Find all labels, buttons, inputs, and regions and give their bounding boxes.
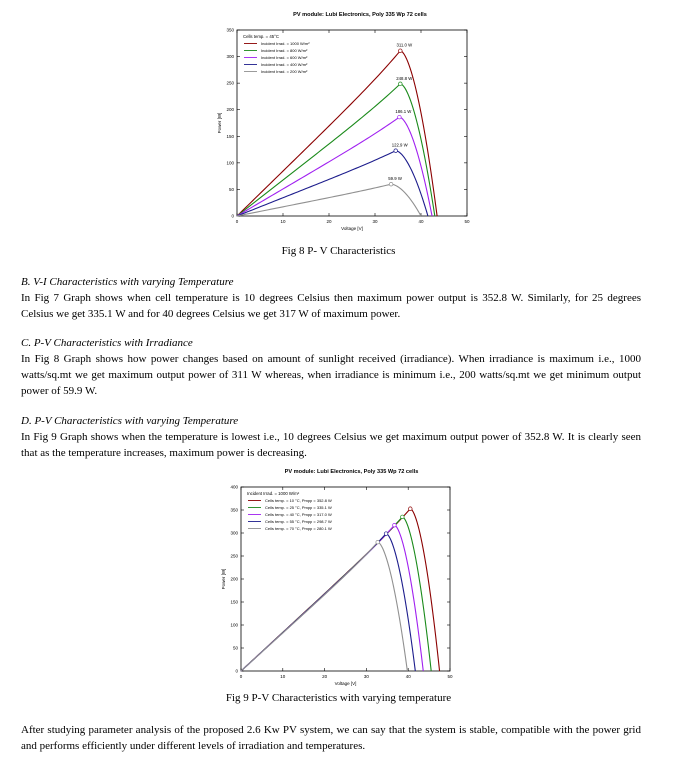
pv-irradiance-plot (215, 8, 475, 238)
x-tick-label: 20 (322, 674, 328, 679)
chart-title: PV module: Lubi Electronics, Poly 335 Wp 72 cells (284, 469, 419, 475)
legend-entry: Incident Irrad. = 800 W/m² (261, 48, 308, 53)
legend-entry: Incident Irrad. = 200 W/m² (261, 69, 308, 74)
mpp-marker (398, 115, 402, 119)
x-tick-label: 30 (372, 219, 378, 224)
pv-temperature-plot (215, 465, 460, 690)
y-tick-label: 350 (230, 507, 238, 513)
figure-9-caption: Fig 9 P-V Characteristics with varying temperature (225, 692, 452, 704)
section-c-heading: C. P-V Characteristics with Irradiance (21, 337, 193, 349)
section-d-heading: D. P-V Characteristics with varying Temperature (21, 415, 239, 427)
x-axis-label: Voltage [V] (341, 226, 363, 231)
y-tick-label: 100 (230, 622, 238, 628)
legend-header: Incident Irrad. = 1000 W/m² (247, 491, 300, 496)
mpp-marker (393, 523, 397, 527)
figure-9-chart (215, 465, 460, 690)
series-line (237, 117, 432, 216)
legend-entry: Cells temp. = 70 °C, Pmpp = 280.1 W (265, 526, 332, 531)
y-tick-label: 50 (228, 186, 234, 192)
y-tick-label: 150 (226, 133, 234, 139)
y-tick-label: 200 (230, 576, 238, 582)
y-tick-label: 250 (230, 553, 238, 559)
x-tick-label: 40 (418, 219, 424, 224)
series-line (241, 534, 415, 671)
y-tick-label: 0 (231, 213, 234, 219)
y-tick-label: 150 (230, 599, 238, 605)
mpp-marker (376, 540, 380, 544)
x-tick-label: 50 (447, 674, 453, 679)
legend-entry: Cells temp. = 25 °C, Pmpp = 335.1 W (265, 505, 332, 510)
mpp-data-label: 248.8 W (396, 75, 413, 81)
mpp-data-label: 186.1 W (395, 109, 412, 115)
mpp-marker (401, 515, 405, 519)
y-tick-label: 250 (226, 80, 234, 86)
legend-entry: Cells temp. = 55 °C, Pmpp = 298.7 W (265, 519, 332, 524)
mpp-data-label: 122.9 W (391, 142, 408, 148)
section-b-heading: B. V-I Characteristics with varying Temperature (21, 276, 234, 288)
series-line (241, 517, 431, 671)
legend-entry: Incident Irrad. = 400 W/m² (261, 62, 308, 67)
chart-title: PV module: Lubi Electronics, Poly 335 Wp 72 cells (293, 12, 427, 18)
y-tick-label: 50 (232, 645, 238, 651)
series-line (237, 151, 428, 216)
y-tick-label: 100 (226, 160, 234, 166)
series-line (241, 542, 407, 671)
y-tick-label: 300 (230, 530, 238, 536)
mpp-marker (394, 149, 398, 153)
mpp-marker (408, 507, 412, 511)
figure-8-caption: Fig 8 P- V Characteristics (281, 245, 396, 257)
mpp-marker (399, 49, 403, 53)
y-axis-label: Power [W] (221, 568, 226, 590)
y-axis-label: Power [W] (217, 112, 222, 134)
legend-header: Cells temp. = 45°C (243, 34, 279, 39)
section-d-paragraph: In Fig 9 Graph shows when the temperature is lowest i.e., 10 degrees Celsius we get maximum output power of 352.8 W. It is clearly seen that as the temperature increases, maximum power is decreasing. (21, 431, 641, 459)
y-tick-label: 200 (226, 107, 234, 113)
x-tick-label: 30 (363, 674, 369, 679)
mpp-data-label: 59.9 W (388, 176, 402, 182)
x-tick-label: 0 (239, 674, 243, 679)
y-tick-label: 300 (226, 54, 234, 60)
legend-entry: Cells temp. = 40 °C, Pmpp = 317.0 W (265, 512, 332, 517)
legend-entry: Incident Irrad. = 600 W/m² (261, 55, 308, 60)
x-tick-label: 0 (235, 219, 239, 224)
x-tick-label: 10 (280, 219, 286, 224)
y-tick-label: 350 (226, 27, 234, 33)
mpp-marker (384, 532, 388, 536)
x-tick-label: 20 (326, 219, 332, 224)
section-c-paragraph: In Fig 8 Graph shows how power changes based on amount of sunlight received (irradiance). When irradiance is maximum i.e., 1000 watts/sq.mt we get maximum output power of 311 W whereas, when irradiance is minimum i.e., 200 watts/sq.mt we get minimum output power of 59.9 W. (21, 353, 641, 397)
x-tick-label: 40 (405, 674, 411, 679)
x-tick-label: 50 (464, 219, 470, 224)
mpp-data-label: 311.0 W (396, 42, 413, 48)
legend-entry: Cells temp. = 10 °C, Pmpp = 352.8 W (265, 498, 332, 503)
figure-8-chart (215, 8, 475, 238)
conclusion-paragraph: After studying parameter analysis of the proposed 2.6 Kw PV system, we can say that the system is stable, compatible with the power grid and performs efficiently under different levels of irradiation and temperatures. (21, 724, 641, 752)
mpp-marker (399, 82, 403, 86)
x-axis-label: Voltage [V] (334, 681, 357, 686)
section-b-paragraph: In Fig 7 Graph shows when cell temperature is 10 degrees Celsius then maximum power output is 352.8 W. Similarly, for 25 degrees Celsius we get 335.1 W and for 40 degrees Celsius we get 317 W of maximum power. (21, 292, 641, 320)
y-tick-label: 400 (230, 484, 238, 490)
legend-entry: Incident Irrad. = 1000 W/m² (261, 41, 310, 46)
mpp-marker (389, 182, 393, 186)
x-tick-label: 10 (280, 674, 286, 679)
y-tick-label: 0 (235, 668, 238, 674)
